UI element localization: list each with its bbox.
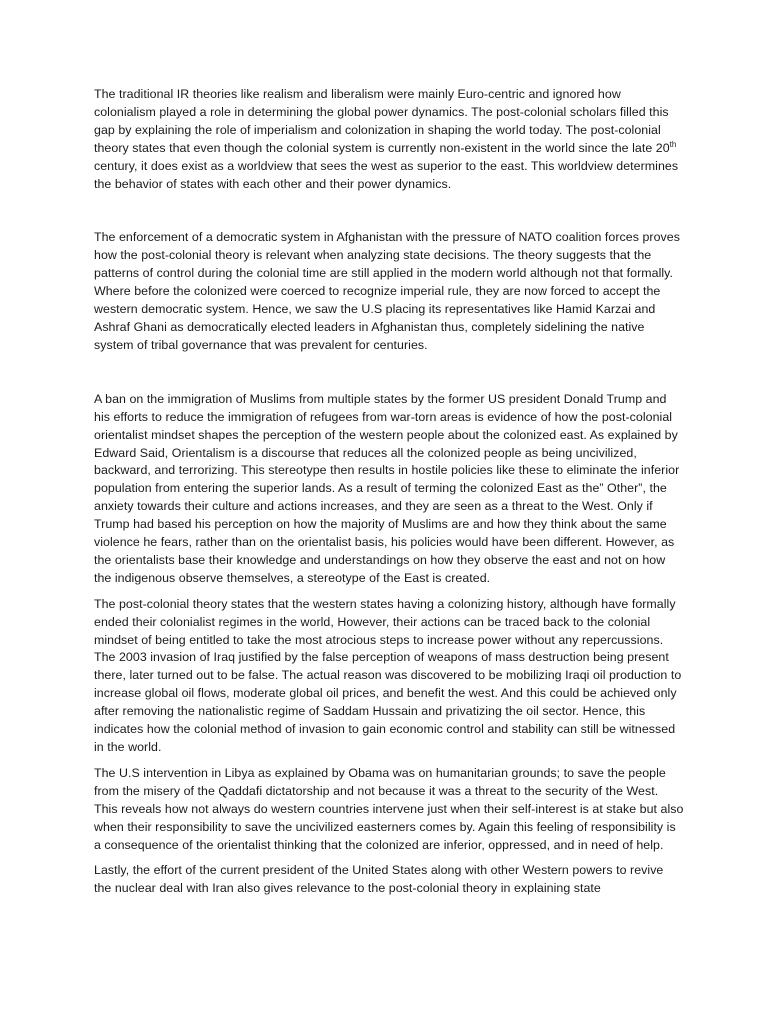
paragraph-6: Lastly, the effort of the current president of the United States along with other Western powers to revive the nuclear deal with Iran also gives relevance to the post-colonial theory in explaining state: [94, 863, 664, 896]
paragraph-1: [94, 86, 684, 193]
paragraph-3: A ban on the immigration of Muslims from multiple states by the former US president Donald Trump and his efforts to reduce the immigration of refugees from war-torn areas is evidence of how the post-colonial orientalist mindset shapes the perception of the western people about the colonized east. As explained by Edward Said, Orientalism is a discourse that reduces all the colonized people as being uncivilized, backward, and terrorizing. This stereotype then results in hostile policies like these to eliminate the inferior population from entering the superior lands. As a result of terming the colonized East as the” Other”, the anxiety towards their culture and actions increases, and they are seen as a threat to the West. Only if Trump had based his perception on how the majority of Muslims are and how they think about the same violence he fears, rather than on the orientalist basis, his policies would have been different. However, as the orientalists base their knowledge and understandings on how they observe the east and not on how the indigenous observe themselves, a stereotype of the East is created.: [94, 391, 680, 585]
paragraph-4: The post-colonial theory states that the western states having a colonizing history, although have formally ended their colonialist regimes in the world, However, their actions can be traced back to the colonial mindset of being entitled to take the most atrocious steps to increase power without any repercussions. The 2003 invasion of Iraq justified by the false perception of weapons of mass destruction being present there, later turned out to be false. The actual reason was discovered to be mobilizing Iraqi oil production to increase global oil flows, moderate global oil prices, and benefit the west. And this could be achieved only after removing the nationalistic regime of Saddam Hussain and privatizing the oil sector. Hence, this indicates how the colonial method of invasion to gain economic control and stability can still be witnessed in the world.: [94, 596, 682, 754]
ordinal-superscript: th: [669, 139, 677, 149]
paragraph-2: The enforcement of a democratic system in Afghanistan with the pressure of NATO coalition forces proves how the post-colonial theory is relevant when analyzing state decisions. The theory suggests that the patterns of control during the colonial time are still applied in the modern world although not that formally. Where before the colonized were coerced to recognize imperial rule, they are now forced to accept the western democratic system. Hence, we saw the U.S placing its representatives like Hamid Karzai and Ashraf Ghani as democratically elected leaders in Afghanistan thus, completely sidelining the native system of tribal governance that was prevalent for centuries.: [94, 230, 680, 352]
paragraph-5: The U.S intervention in Libya as explained by Obama was on humanitarian grounds; to save the people from the misery of the Qaddafi dictatorship and not because it was a threat to the security of the West. This reveals how not always do western countries intervene just when their self-interest is at stake but also when their responsibility to save the uncivilized easterners comes by. Again this feeling of responsibility is a consequence of the orientalist thinking that the colonized are inferior, oppressed, and in need of help.: [94, 765, 684, 852]
document-page: [94, 86, 684, 898]
paragraph-1-text-b: century, it does exist as a worldview that sees the west as superior to the east. This worldview determines the behavior of states with each other and their power dynamics.: [94, 158, 679, 191]
paragraph-1-text-a: The traditional IR theories like realism and liberalism were mainly Euro-centric and ignored how colonialism played a role in determining the global power dynamics. The post-colonial scholars filled this gap by explaining the role of imperialism and colonization in shaping the world today. The post-colonial theory states that even though the colonial system is currently non-existent in the world since the late 20: [94, 87, 670, 155]
